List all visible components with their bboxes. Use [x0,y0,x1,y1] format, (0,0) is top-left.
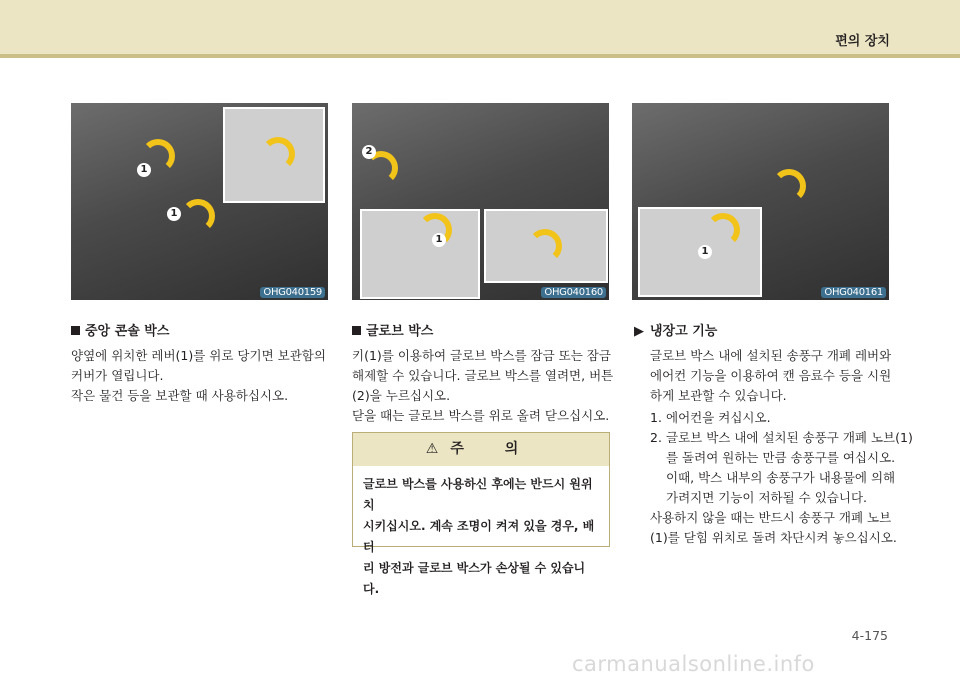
marker-1: 1 [432,233,446,247]
cooling-heading: ▶ 냉장고 기능 [634,324,718,339]
header-rule [0,54,960,58]
figure-center-console [71,103,328,300]
figure-code: OHG040159 [260,287,325,298]
arrow-icon [706,213,740,247]
arrow-icon [772,169,806,203]
marker-1: 1 [698,245,712,259]
section-title: 편의 장치 [835,34,890,49]
marker-1: 1 [137,163,151,177]
caution-box [352,432,610,596]
watermark: carmanualsonline.info [572,652,815,676]
arrow-icon [528,229,562,263]
list-item: 1. 에어컨을 켜십시오. [650,410,771,425]
caution-title: ⚠ 주 의 [353,433,609,466]
page-number: 4-175 [851,628,888,643]
figure-code: OHG040160 [541,287,606,298]
figure-cooling-function [632,103,889,300]
triangle-bullet-icon: ▶ [634,324,644,339]
glove-box-text: 키(1)를 이용하여 글로브 박스를 잠금 또는 잠금 해제할 수 있습니다. 글로브 박스를 열려면, 버튼 (2)을 누르십시오. 닫을 때는 글로브 박스를 위로 올려 닫으십시오. [352,348,614,423]
figure-code: OHG040161 [821,287,886,298]
warning-icon: ⚠ [425,441,439,457]
page-header [0,0,960,58]
marker-1: 1 [167,207,181,221]
caution-text: 글로브 박스를 사용하신 후에는 반드시 원위치 시키십시오. 계속 조명이 켜져 있을 경우, 배터 리 방전과 글로브 박스가 손상될 수 있습니다. [363,477,595,596]
center-console-heading: 중앙 콘솔 박스 [71,320,169,339]
square-bullet-icon [71,326,80,335]
marker-2: 2 [362,145,376,159]
center-console-text: 양옆에 위치한 레버(1)를 위로 당기면 보관함의 커버가 열립니다. 작은 물건 등을 보관할 때 사용하십시오. [71,348,326,403]
glove-box-heading: 글로브 박스 [352,320,433,339]
square-bullet-icon [352,326,361,335]
figure-glove-box [352,103,609,300]
arrow-icon [261,137,295,171]
list-item: 2. 글로브 박스 내에 설치된 송풍구 개폐 노브(1) 를 돌려여 원하는 만큼 송풍구를 여십시오. 이때, 박스 내부의 송풍구가 내용물에 의해 가려지면 기능이 저하될 수 있습니다. [650,430,913,505]
cooling-steps [650,408,913,508]
arrow-icon [181,199,215,233]
cooling-outro: 사용하지 않을 때는 반드시 송풍구 개폐 노브 (1)를 닫힘 위치로 돌려 차단시켜 놓으십시오. [650,510,897,545]
cooling-intro: 글로브 박스 내에 설치된 송풍구 개폐 레버와 에어컨 기능을 이용하여 캔 음료수 등을 시원 하게 보관할 수 있습니다. [650,348,892,403]
